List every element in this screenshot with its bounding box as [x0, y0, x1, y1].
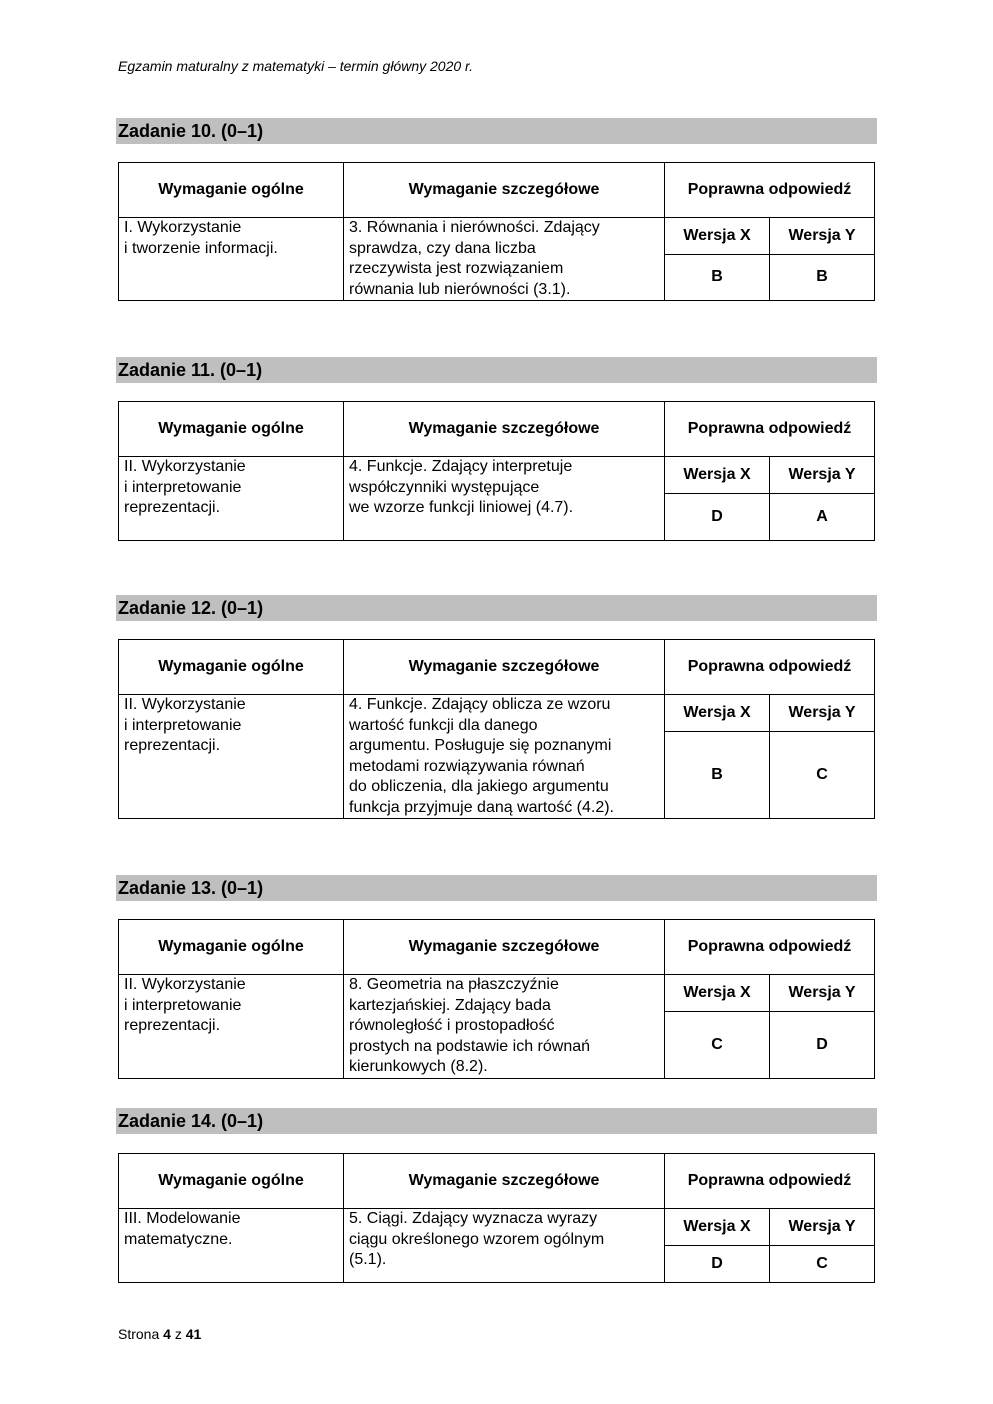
- answer-version-y: A: [770, 494, 875, 541]
- detailed-requirement: 4. Funkcje. Zdający interpretuje współczynniki występujące we wzorze funkcji liniowej (4.7).: [344, 457, 665, 541]
- column-header-general: Wymaganie ogólne: [119, 920, 344, 975]
- answer-version-x: D: [665, 1246, 770, 1283]
- footer-total-pages: 41: [185, 1326, 202, 1342]
- task-title: Zadanie 14. (0–1): [116, 1108, 877, 1134]
- requirements-table: [118, 1153, 875, 1283]
- detailed-requirement: 5. Ciągi. Zdający wyznacza wyrazy ciągu określonego wzorem ogólnym (5.1).: [344, 1209, 665, 1283]
- version-y-label: Wersja Y: [770, 1209, 875, 1246]
- version-x-label: Wersja X: [665, 218, 770, 255]
- version-y-label: Wersja Y: [770, 695, 875, 732]
- column-header-general: Wymaganie ogólne: [119, 1154, 344, 1209]
- general-requirement: II. Wykorzystanie i interpretowanie reprezentacji.: [119, 975, 344, 1079]
- version-x-label: Wersja X: [665, 1209, 770, 1246]
- requirements-table: [118, 162, 875, 301]
- detailed-requirement: 3. Równania i nierówności. Zdający sprawdza, czy dana liczba rzeczywista jest rozwiązaniem równania lub nierówności (3.1).: [344, 218, 665, 301]
- requirements-table: [118, 401, 875, 541]
- column-header-answer: Poprawna odpowiedź: [665, 640, 875, 695]
- footer-separator: z: [174, 1326, 182, 1342]
- footer-prefix: Strona: [118, 1326, 160, 1342]
- answer-version-y: B: [770, 255, 875, 301]
- version-y-label: Wersja Y: [770, 218, 875, 255]
- answer-version-x: B: [665, 732, 770, 819]
- requirements-table: [118, 919, 875, 1079]
- column-header-detailed: Wymaganie szczegółowe: [344, 163, 665, 218]
- answer-version-y: D: [770, 1012, 875, 1079]
- answer-version-x: B: [665, 255, 770, 301]
- column-header-general: Wymaganie ogólne: [119, 640, 344, 695]
- task-title: Zadanie 12. (0–1): [116, 595, 877, 621]
- answer-version-x: C: [665, 1012, 770, 1079]
- answer-version-y: C: [770, 1246, 875, 1283]
- task-title: Zadanie 13. (0–1): [116, 875, 877, 901]
- answer-version-y: C: [770, 732, 875, 819]
- column-header-answer: Poprawna odpowiedź: [665, 163, 875, 218]
- running-header: Egzamin maturalny z matematyki – termin główny 2020 r.: [118, 58, 474, 74]
- task-title: Zadanie 11. (0–1): [116, 357, 877, 383]
- general-requirement: I. Wykorzystanie i tworzenie informacji.: [119, 218, 344, 301]
- column-header-general: Wymaganie ogólne: [119, 163, 344, 218]
- version-y-label: Wersja Y: [770, 457, 875, 494]
- page-footer: [118, 1326, 201, 1342]
- column-header-answer: Poprawna odpowiedź: [665, 402, 875, 457]
- detailed-requirement: 8. Geometria na płaszczyźnie kartezjańskiej. Zdający bada równoległość i prostopadłość prostych na podstawie ich równań kierunkowych (8.2).: [344, 975, 665, 1079]
- general-requirement: II. Wykorzystanie i interpretowanie reprezentacji.: [119, 695, 344, 819]
- column-header-answer: Poprawna odpowiedź: [665, 920, 875, 975]
- column-header-detailed: Wymaganie szczegółowe: [344, 402, 665, 457]
- column-header-answer: Poprawna odpowiedź: [665, 1154, 875, 1209]
- requirements-table: [118, 639, 875, 819]
- version-x-label: Wersja X: [665, 695, 770, 732]
- general-requirement: III. Modelowanie matematyczne.: [119, 1209, 344, 1283]
- footer-page-number: 4: [163, 1326, 171, 1342]
- general-requirement: II. Wykorzystanie i interpretowanie reprezentacji.: [119, 457, 344, 541]
- version-x-label: Wersja X: [665, 457, 770, 494]
- version-y-label: Wersja Y: [770, 975, 875, 1012]
- detailed-requirement: 4. Funkcje. Zdający oblicza ze wzoru wartość funkcji dla danego argumentu. Posługuje się poznanymi metodami rozwiązywania równań do obliczenia, dla jakiego argumentu funkcja przyjmuje daną wartość (4.2).: [344, 695, 665, 819]
- task-title: Zadanie 10. (0–1): [116, 118, 877, 144]
- column-header-detailed: Wymaganie szczegółowe: [344, 920, 665, 975]
- column-header-general: Wymaganie ogólne: [119, 402, 344, 457]
- version-x-label: Wersja X: [665, 975, 770, 1012]
- column-header-detailed: Wymaganie szczegółowe: [344, 1154, 665, 1209]
- answer-version-x: D: [665, 494, 770, 541]
- column-header-detailed: Wymaganie szczegółowe: [344, 640, 665, 695]
